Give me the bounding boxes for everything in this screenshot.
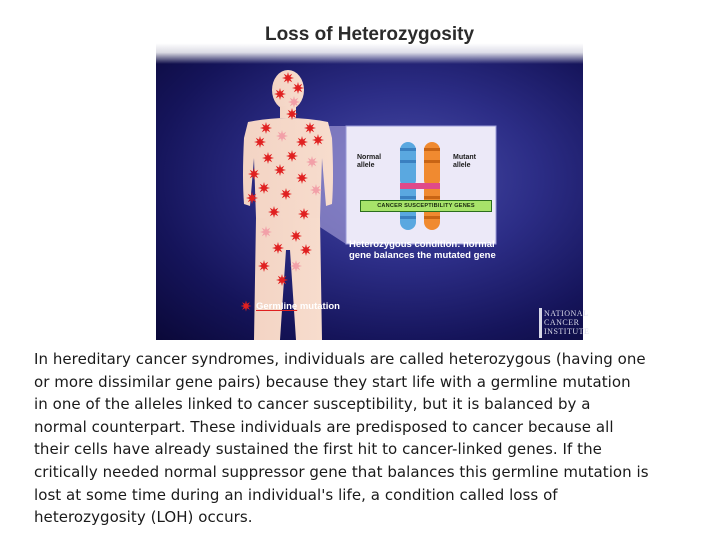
mutation-star-marker xyxy=(296,172,308,184)
mutation-star-marker xyxy=(306,156,318,168)
mutation-star-marker xyxy=(286,150,298,162)
caption-paragraph: In hereditary cancer syndromes, individuals are called heterozygous (having one or more dissimilar gene pairs) because they start life with a germline mutation in one of the alleles linked to cancer susceptibility, but it is balanced by a normal counterpart. These individuals are predisposed to cancer because all their cells have already sustained the first hit to cancer-linked genes. If the critically needed normal suppressor gene that balances this germline mutation is lost at some time during an individual's life, a condition called loss of heterozygosity (LOH) occurs. xyxy=(34,350,649,527)
mutation-star-marker xyxy=(246,192,258,204)
mutation-star-marker xyxy=(290,230,302,242)
loh-slide xyxy=(156,18,590,340)
mutation-star-marker xyxy=(304,122,316,134)
logo-line-institute: INSTITUTE xyxy=(544,327,590,336)
logo-line-national: NATIONAL xyxy=(544,309,589,318)
mutation-star-marker xyxy=(292,82,304,94)
logo-line-cancer: CANCER xyxy=(544,318,580,327)
mutation-star-marker xyxy=(272,242,284,254)
mutation-star-marker xyxy=(280,188,292,200)
mutation-star-marker xyxy=(258,182,270,194)
cancer-susceptibility-genes-label: CANCER SUSCEPTIBILITY GENES xyxy=(360,200,492,212)
mutation-star-marker xyxy=(248,168,260,180)
mutation-star-marker xyxy=(274,164,286,176)
gene-band xyxy=(400,183,440,189)
legend xyxy=(240,300,340,312)
logo-bar xyxy=(539,308,542,338)
nci-logo xyxy=(539,308,590,340)
mutation-star-marker xyxy=(260,226,272,238)
mutation-star-marker xyxy=(254,136,266,148)
normal-allele-label: Normal allele xyxy=(357,154,382,169)
mutation-star-marker xyxy=(274,88,286,100)
mutation-star-marker xyxy=(310,184,322,196)
mutation-star-marker xyxy=(268,206,280,218)
mutation-star-marker xyxy=(290,260,302,272)
mutation-star-marker xyxy=(286,108,298,120)
legend-germline: Germline xyxy=(256,300,298,312)
mutation-star-marker xyxy=(288,96,300,108)
mutation-star-marker xyxy=(260,122,272,134)
mutation-star-marker xyxy=(300,244,312,256)
legend-mutation: mutation xyxy=(297,300,340,312)
mutation-star-marker xyxy=(276,274,288,286)
mutation-star-marker xyxy=(262,152,274,164)
mutation-star-marker xyxy=(258,260,270,272)
mutation-star-marker xyxy=(298,208,310,220)
slide-illustration xyxy=(156,18,583,340)
legend-label xyxy=(256,301,340,312)
heterozygous-condition-text: Heterozygous condition: normal gene balances the mutated gene xyxy=(349,239,496,261)
slide-title: Loss of Heterozygosity xyxy=(264,24,475,45)
mutation-star-marker xyxy=(276,130,288,142)
mutant-allele-label: Mutant allele xyxy=(453,154,476,169)
mutation-star-marker xyxy=(282,72,294,84)
mutation-star-marker xyxy=(296,136,308,148)
slide-title-bar xyxy=(156,18,583,64)
mutation-star-marker xyxy=(312,134,324,146)
mutation-star-icon xyxy=(240,300,252,312)
